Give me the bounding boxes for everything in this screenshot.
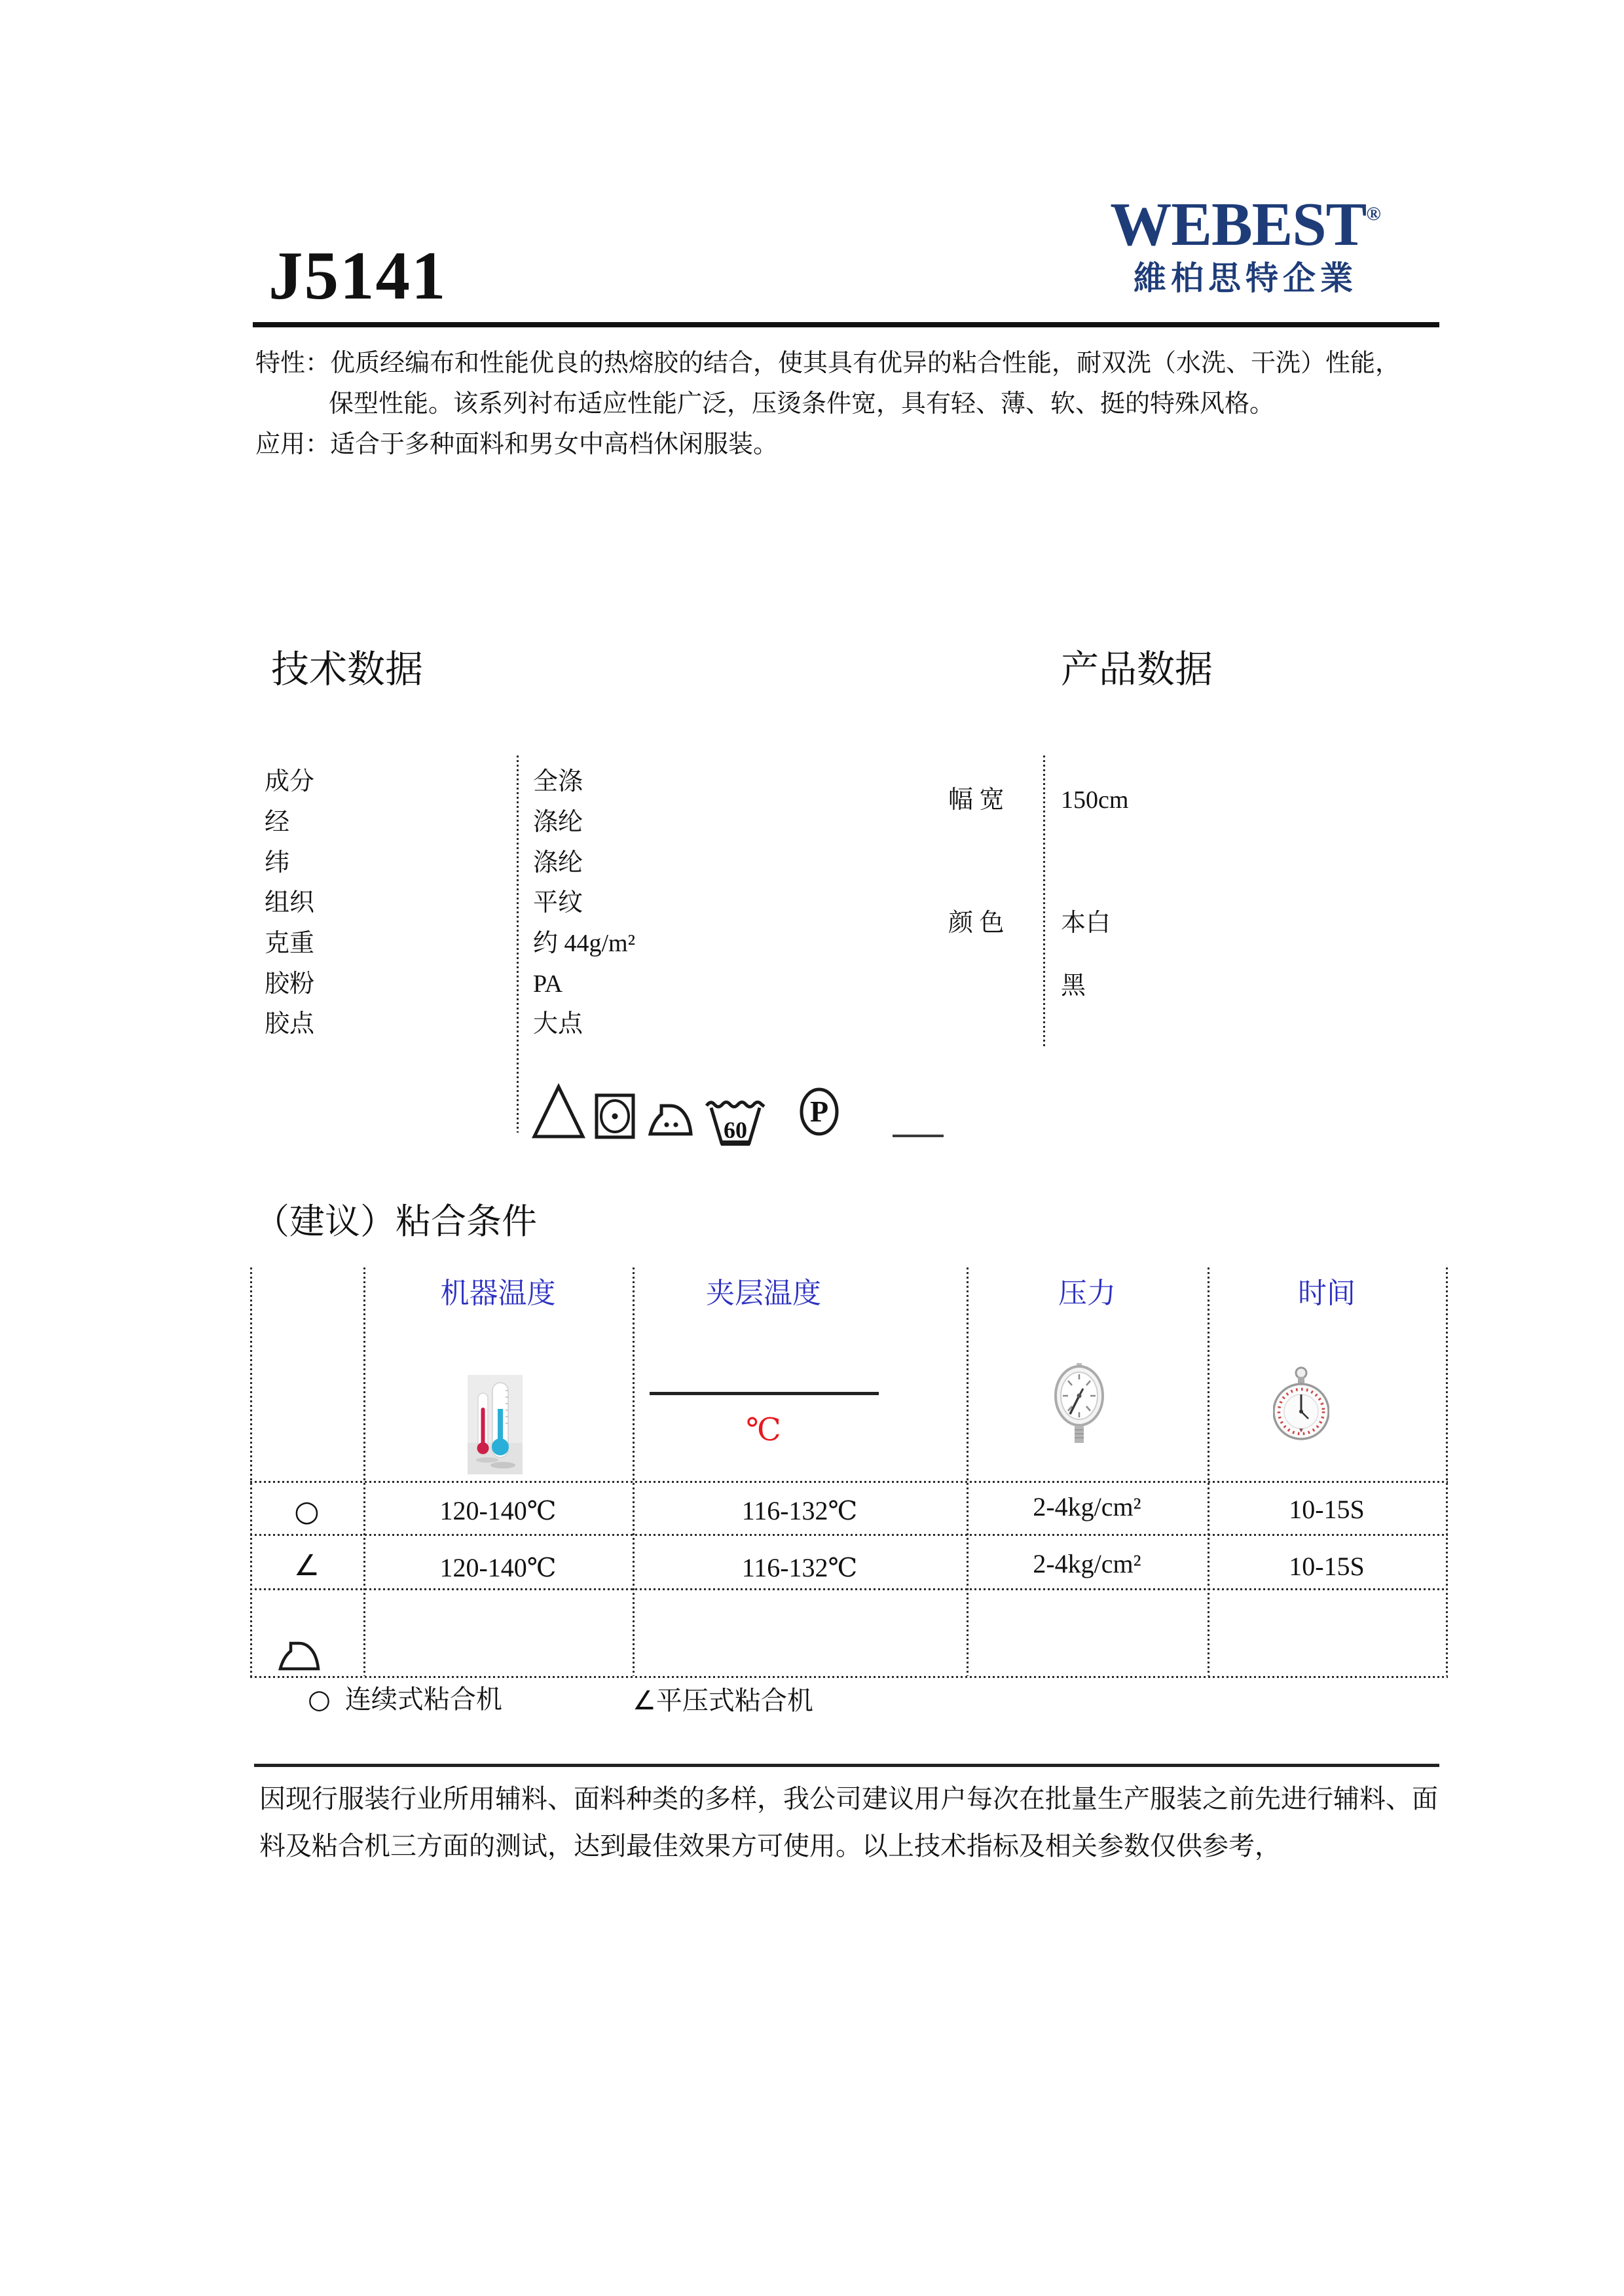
machine-temp-value: 120-140℃ (439, 1496, 557, 1525)
feature-line-2: 保型性能。该系列衬布适应性能广泛，压烫条件宽，具有轻、薄、软、挺的特殊风格。 (329, 390, 1275, 418)
footer-line-2: 料及粘合机三方面的测试，达到最佳效果方可使用。以上技术指标及相关参数仅供参考， (259, 1831, 1281, 1861)
color-label: 颜 色 (948, 909, 1005, 937)
footer-line-1: 因现行服装行业所用辅料、面料种类的多样，我公司建议用户每次在批量生产服装之前先进行辅料、面 (259, 1784, 1438, 1813)
wash-60-icon (705, 1097, 766, 1147)
brand-wordmark (1107, 191, 1384, 259)
bonding-col-line (633, 1267, 635, 1676)
time-value: 10-15S (1289, 1495, 1365, 1524)
header-interlayer-temp: 夹层温度 (706, 1277, 821, 1309)
thermometer-icon (468, 1375, 523, 1474)
color-value-1: 本白 (1061, 909, 1111, 937)
header-pressure: 压力 (1058, 1277, 1116, 1309)
machine-temp-value: 120-140℃ (439, 1553, 557, 1582)
header-machine-temp: 机器温度 (440, 1277, 556, 1309)
bonding-col-line (363, 1267, 365, 1676)
tech-row-value: PA (533, 970, 563, 998)
dash-icon (893, 1135, 944, 1137)
brand-chinese-name: 維柏思特企業 (1134, 260, 1357, 297)
tech-row-label: 胶点 (265, 1010, 315, 1038)
tech-table-divider (517, 756, 519, 1133)
interlayer-line (650, 1392, 879, 1395)
time-value: 10-15S (1289, 1552, 1365, 1581)
product-table-divider (1043, 756, 1045, 1048)
tech-row-value: 涤纶 (533, 809, 583, 836)
product-data-title: 产品数据 (1061, 648, 1213, 691)
pressure-value: 2-4kg/cm² (1033, 1492, 1141, 1522)
bonding-row-line (250, 1676, 1448, 1678)
continuous-machine-symbol: ○ (308, 1685, 331, 1715)
bonding-row-line (250, 1534, 1448, 1536)
header-rule (253, 322, 1439, 327)
product-code: J5141 (268, 237, 447, 314)
registered-trademark-icon: ® (1366, 203, 1381, 225)
feature-line-1 (255, 349, 1400, 379)
bonding-title: （建议）粘合条件 (254, 1202, 537, 1241)
tech-row-value: 全涤 (533, 768, 583, 795)
pressure-value: 2-4kg/cm² (1033, 1549, 1141, 1578)
machine-type-symbol: ○ (294, 1495, 320, 1528)
bonding-row-line (250, 1481, 1448, 1483)
header-time: 时间 (1298, 1277, 1356, 1309)
color-value-2: 黑 (1061, 972, 1086, 1000)
iron-press-icon (278, 1634, 321, 1672)
application-label: 应用： (255, 431, 331, 458)
tech-row-label: 克重 (265, 930, 315, 957)
bonding-row-line (250, 1588, 1448, 1590)
brand-name-text: WEBEST (1110, 191, 1367, 259)
legend-flat-press (633, 1685, 813, 1717)
pressure-gauge-icon (1053, 1363, 1105, 1444)
feature-label: 特性： (255, 350, 331, 377)
footer-rule (254, 1764, 1439, 1767)
legend-continuous (308, 1684, 502, 1715)
dry-clean-p-icon (799, 1087, 840, 1137)
bonding-col-line (1208, 1267, 1209, 1676)
stopwatch-icon (1273, 1366, 1329, 1444)
interlayer-temp-value: 116-132℃ (741, 1553, 858, 1582)
application-line (255, 430, 778, 460)
interlayer-temp-value: 116-132℃ (741, 1496, 858, 1525)
feature-text-1: 优质经编布和性能优良的热熔胶的结合，使其具有优异的粘合性能，耐双洗（水洗、干洗）性能， (330, 350, 1401, 377)
flat-press-machine-label: 平压式粘合机 (655, 1686, 813, 1715)
iron-medium-icon (647, 1096, 694, 1138)
tech-row-value: 涤纶 (533, 849, 583, 877)
dry-clean-letter: P (809, 1095, 829, 1128)
machine-type-symbol: ∠ (293, 1549, 320, 1582)
tech-row-value: 平纹 (533, 889, 583, 917)
tech-row-label: 纬 (265, 849, 290, 877)
width-value: 150cm (1061, 786, 1129, 814)
tech-row-label: 经 (265, 809, 290, 836)
application-text: 适合于多种面料和男女中高档休闲服装。 (330, 431, 779, 458)
bonding-col-line (1446, 1267, 1448, 1676)
continuous-machine-label: 连续式粘合机 (344, 1685, 502, 1714)
tech-row-label: 成分 (265, 768, 315, 795)
bonding-col-line (250, 1267, 252, 1676)
flat-press-machine-symbol: ∠ (633, 1686, 656, 1716)
bonding-col-line (967, 1267, 969, 1676)
tech-data-title: 技术数据 (271, 648, 424, 691)
tech-row-label: 胶粉 (265, 970, 315, 998)
celsius-symbol: ℃ (746, 1413, 781, 1448)
bleach-triangle-icon (532, 1082, 585, 1140)
tech-row-value: 大点 (533, 1010, 583, 1038)
brand-logo (1107, 191, 1384, 297)
tumble-dry-icon (595, 1093, 635, 1139)
wash-temperature: 60 (724, 1117, 747, 1143)
width-label: 幅 宽 (948, 786, 1005, 814)
tech-row-label: 组织 (265, 889, 315, 917)
tech-row-value: 约 44g/m² (533, 930, 636, 957)
